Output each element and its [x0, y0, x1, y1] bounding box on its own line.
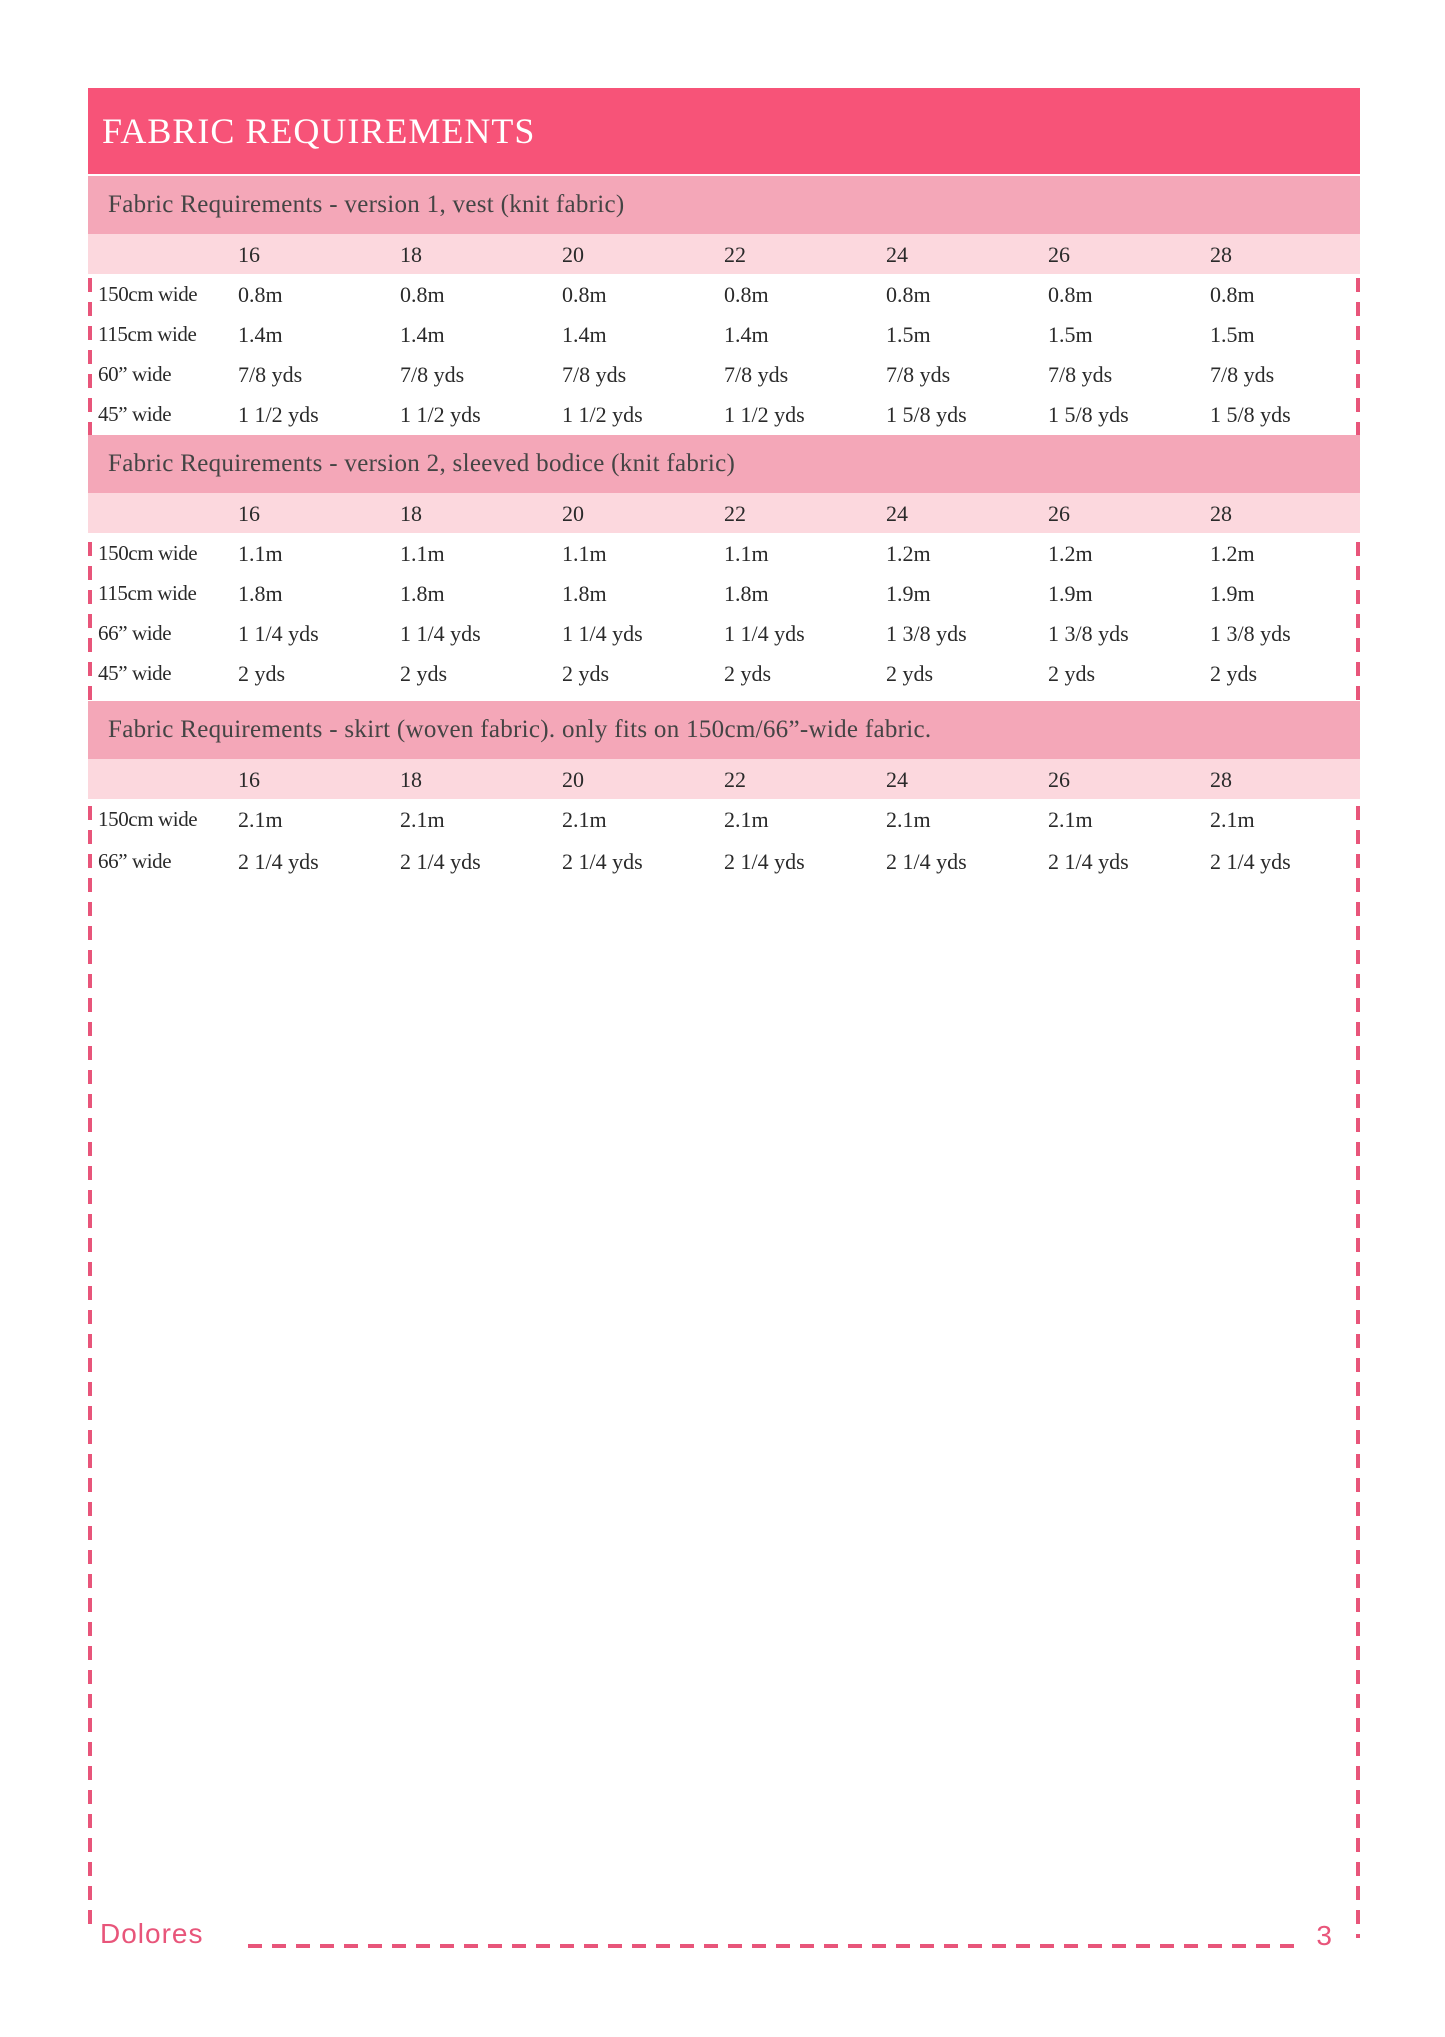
- fabric-amount-cell: 0.8m: [1048, 282, 1093, 307]
- size-header-cell: 20: [562, 501, 584, 526]
- fabric-amount-cell: 1 1/4 yds: [400, 621, 481, 646]
- size-header-cell: 18: [400, 767, 422, 792]
- fabric-amount-cell: 1.4m: [562, 322, 607, 347]
- fabric-amount-cell: 2 yds: [400, 661, 448, 686]
- fabric-amount-cell: 1.8m: [724, 581, 769, 606]
- fabric-amount-cell: 7/8 yds: [1048, 362, 1113, 387]
- size-header-cell: 22: [724, 767, 746, 792]
- fabric-amount-cell: 1.4m: [400, 322, 445, 347]
- fabric-amount-cell: 0.8m: [886, 282, 931, 307]
- fabric-amount-cell: 1.5m: [1048, 322, 1093, 347]
- fabric-amount-cell: 0.8m: [562, 282, 607, 307]
- section-heading: Fabric Requirements - version 1, vest (knit fabric): [88, 176, 1360, 234]
- fabric-width-label: 150cm wide: [98, 282, 198, 306]
- fabric-amount-cell: 2.1m: [1048, 807, 1093, 832]
- fabric-amount-cell: 1.2m: [1210, 541, 1255, 566]
- fabric-amount-cell: 1.8m: [562, 581, 607, 606]
- section-heading: Fabric Requirements - version 2, sleeved bodice (knit fabric): [88, 435, 1360, 493]
- fabric-amount-cell: 1.8m: [400, 581, 445, 606]
- size-header-cell: 24: [886, 242, 908, 267]
- size-header-cell: 16: [238, 501, 260, 526]
- fabric-amount-cell: 7/8 yds: [238, 362, 303, 387]
- fabric-amount-cell: 2 yds: [886, 661, 934, 686]
- fabric-amount-cell: 1 3/8 yds: [886, 621, 967, 646]
- size-header-cell: 22: [724, 501, 746, 526]
- fabric-amount-cell: 1 3/8 yds: [1210, 621, 1291, 646]
- fabric-amount-cell: 1 1/2 yds: [238, 402, 319, 427]
- fabric-amount-cell: 1 1/4 yds: [562, 621, 643, 646]
- fabric-amount-cell: 2 yds: [238, 661, 286, 686]
- fabric-width-label: 66” wide: [98, 849, 172, 873]
- fabric-amount-cell: 1 5/8 yds: [886, 402, 967, 427]
- fabric-amount-cell: 1.1m: [724, 541, 769, 566]
- fabric-width-label: 150cm wide: [98, 541, 198, 565]
- size-header-row: [88, 493, 1360, 533]
- fabric-amount-cell: 1.1m: [238, 541, 283, 566]
- fabric-amount-cell: 2.1m: [238, 807, 283, 832]
- section-heading: Fabric Requirements - skirt (woven fabric). only fits on 150cm/66”-wide fabric.: [88, 701, 1360, 759]
- size-header-cell: 28: [1210, 767, 1232, 792]
- fabric-amount-cell: 1 5/8 yds: [1048, 402, 1129, 427]
- fabric-amount-cell: 2 1/4 yds: [886, 849, 967, 874]
- size-header-cell: 26: [1048, 767, 1070, 792]
- fabric-width-label: 115cm wide: [98, 581, 197, 605]
- size-header-row: [88, 759, 1360, 799]
- fabric-width-label: 45” wide: [98, 661, 172, 685]
- fabric-amount-cell: 0.8m: [400, 282, 445, 307]
- size-header-cell: 26: [1048, 242, 1070, 267]
- fabric-amount-cell: 1.9m: [1210, 581, 1255, 606]
- fabric-amount-cell: 1.2m: [886, 541, 931, 566]
- fabric-amount-cell: 7/8 yds: [886, 362, 951, 387]
- size-header-cell: 26: [1048, 501, 1070, 526]
- fabric-amount-cell: 1 1/2 yds: [562, 402, 643, 427]
- fabric-amount-cell: 2 1/4 yds: [400, 849, 481, 874]
- fabric-amount-cell: 2.1m: [562, 807, 607, 832]
- fabric-amount-cell: 7/8 yds: [724, 362, 789, 387]
- size-header-cell: 24: [886, 767, 908, 792]
- fabric-width-label: 66” wide: [98, 621, 172, 645]
- fabric-amount-cell: 2 yds: [724, 661, 772, 686]
- fabric-amount-cell: 1.4m: [238, 322, 283, 347]
- fabric-amount-cell: 1 1/2 yds: [724, 402, 805, 427]
- size-header-cell: 22: [724, 242, 746, 267]
- pattern-name: Dolores: [100, 1918, 204, 1949]
- fabric-amount-cell: 2 1/4 yds: [562, 849, 643, 874]
- fabric-amount-cell: 2.1m: [886, 807, 931, 832]
- fabric-amount-cell: 2 1/4 yds: [724, 849, 805, 874]
- fabric-amount-cell: 1 5/8 yds: [1210, 402, 1291, 427]
- page-sheet: [88, 88, 1360, 1951]
- fabric-amount-cell: 1.5m: [886, 322, 931, 347]
- size-header-cell: 18: [400, 501, 422, 526]
- size-header-cell: 20: [562, 767, 584, 792]
- size-header-row: [88, 234, 1360, 274]
- fabric-amount-cell: 1 1/4 yds: [724, 621, 805, 646]
- size-header-cell: 28: [1210, 242, 1232, 267]
- fabric-amount-cell: 7/8 yds: [562, 362, 627, 387]
- size-header-cell: 18: [400, 242, 422, 267]
- fabric-amount-cell: 1.1m: [400, 541, 445, 566]
- fabric-amount-cell: 2.1m: [1210, 807, 1255, 832]
- fabric-amount-cell: 0.8m: [1210, 282, 1255, 307]
- fabric-width-label: 60” wide: [98, 362, 172, 386]
- fabric-amount-cell: 1.9m: [886, 581, 931, 606]
- size-header-cell: 16: [238, 767, 260, 792]
- fabric-amount-cell: 1.9m: [1048, 581, 1093, 606]
- fabric-amount-cell: 1.5m: [1210, 322, 1255, 347]
- fabric-amount-cell: 2.1m: [400, 807, 445, 832]
- fabric-amount-cell: 1.1m: [562, 541, 607, 566]
- fabric-amount-cell: 1.4m: [724, 322, 769, 347]
- fabric-width-label: 45” wide: [98, 402, 172, 426]
- fabric-amount-cell: 1.2m: [1048, 541, 1093, 566]
- fabric-amount-cell: 2 1/4 yds: [238, 849, 319, 874]
- page-title: FABRIC REQUIREMENTS: [88, 88, 1360, 174]
- page-number: 3: [1316, 1920, 1332, 1951]
- fabric-amount-cell: 2 yds: [562, 661, 610, 686]
- fabric-amount-cell: 1 1/2 yds: [400, 402, 481, 427]
- fabric-amount-cell: 7/8 yds: [1210, 362, 1275, 387]
- fabric-amount-cell: 1 1/4 yds: [238, 621, 319, 646]
- size-header-cell: 20: [562, 242, 584, 267]
- fabric-amount-cell: 2 1/4 yds: [1210, 849, 1291, 874]
- fabric-amount-cell: 1 3/8 yds: [1048, 621, 1129, 646]
- size-header-cell: 16: [238, 242, 260, 267]
- size-header-cell: 28: [1210, 501, 1232, 526]
- fabric-width-label: 115cm wide: [98, 322, 197, 346]
- fabric-amount-cell: 0.8m: [724, 282, 769, 307]
- fabric-amount-cell: 2.1m: [724, 807, 769, 832]
- fabric-amount-cell: 2 yds: [1048, 661, 1096, 686]
- fabric-amount-cell: 2 1/4 yds: [1048, 849, 1129, 874]
- fabric-amount-cell: 0.8m: [238, 282, 283, 307]
- fabric-amount-cell: 7/8 yds: [400, 362, 465, 387]
- footer-dashed-line: [248, 1944, 1296, 1948]
- fabric-amount-cell: 1.8m: [238, 581, 283, 606]
- fabric-amount-cell: 2 yds: [1210, 661, 1258, 686]
- size-header-cell: 24: [886, 501, 908, 526]
- fabric-width-label: 150cm wide: [98, 807, 198, 831]
